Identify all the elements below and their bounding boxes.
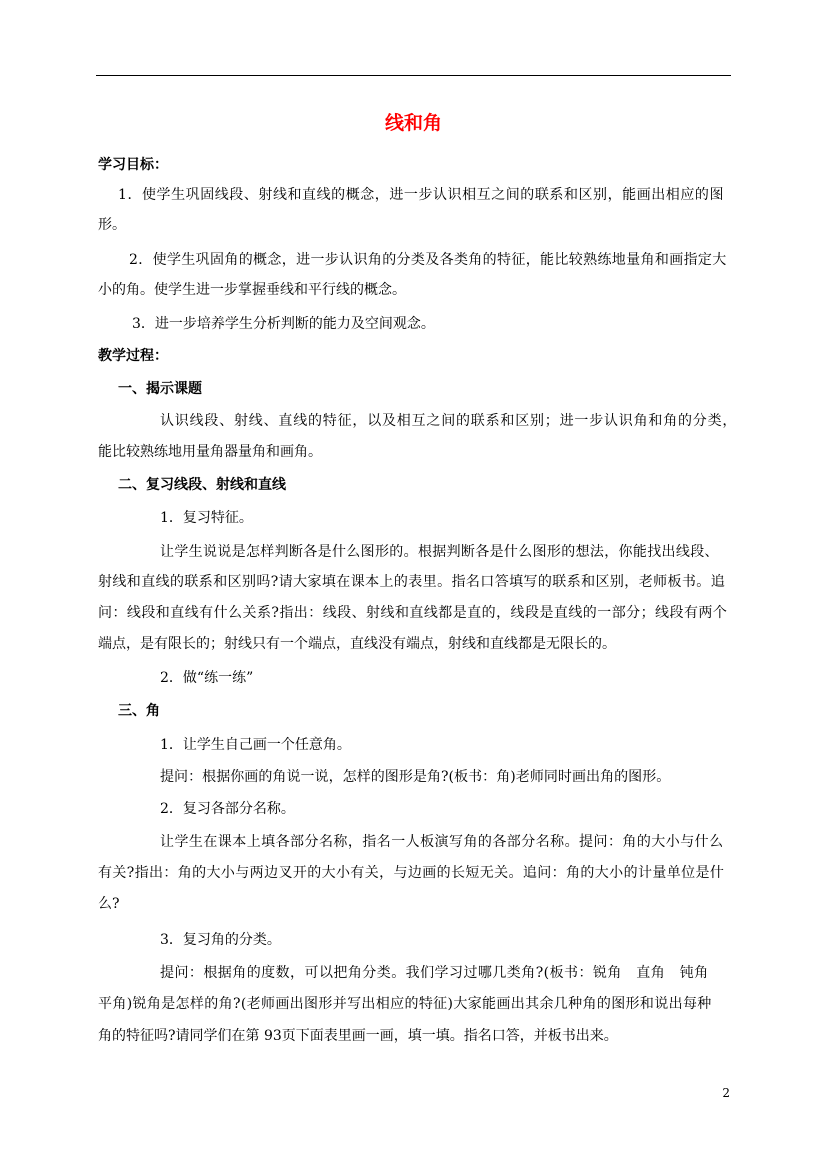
body-line: 认识线段、射线、直线的特征，以及相互之间的联系和区别；进一步认识角和角的分类， (160, 413, 738, 429)
page-title: 线和角 (384, 112, 442, 134)
page-number: 2 (722, 1086, 730, 1100)
body-line: 么? (98, 896, 120, 912)
body-line: 射线和直线的联系和区别吗?请大家填在课本上的表里。指名口答填写的联系和区别，老师板书。追 (98, 574, 726, 590)
body-line: 1．让学生自己画一个任意角。 (160, 737, 351, 753)
body-line: 让学生说说是怎样判断各是什么图形的。根据判断各是什么图形的想法，你能找出线段、 (160, 544, 719, 560)
body-line: 提问：根据角的度数，可以把角分类。我们学习过哪几类角?(板书：锐角 直角 钝角 (160, 965, 709, 981)
body-line: 1．使学生巩固线段、射线和直线的概念，进一步认识相互之间的联系和区别，能画出相应的图 (118, 187, 725, 203)
body-line: 2．复习各部分名称。 (160, 801, 295, 817)
body-line: 3．复习角的分类。 (160, 932, 281, 948)
body-line: 有关?指出：角的大小与两边叉开的大小有关，与边画的长短无关。追问：角的大小的计量单位是什 (98, 865, 725, 881)
body-line: 形。 (98, 217, 126, 233)
section-heading: 学习目标： (98, 157, 168, 173)
body-line: 能比较熟练地用量角器量角和画角。 (98, 444, 322, 460)
body-line: 小的角。使学生进一步掌握垂线和平行线的概念。 (98, 282, 406, 298)
header-rule (96, 75, 731, 76)
body-line: 问：线段和直线有什么关系?指出：线段、射线和直线都是直的，线段是直线的一部分；线段有两个 (98, 605, 728, 621)
section-heading: 教学过程： (98, 348, 168, 364)
body-line: 提问：根据你画的角说一说，怎样的图形是角?(板书：角)老师同时画出角的图形。 (160, 769, 671, 785)
body-line: 2．做“练一练” (160, 670, 254, 686)
body-line: 平角)锐角是怎样的角?(老师画出图形并写出相应的特征)大家能画出其余几种角的图形和说出每种 (98, 996, 712, 1012)
section-heading: 二、复习线段、射线和直线 (118, 477, 286, 493)
body-line: 2．使学生巩固角的概念，进一步认识角的分类及各类角的特征，能比较熟练地量角和画指定大 (129, 252, 727, 268)
section-heading: 一、揭示课题 (118, 381, 202, 397)
body-line: 让学生在课本上填各部分名称，指名一人板演写角的各部分名称。提问：角的大小与什么 (160, 834, 724, 850)
body-line: 3．进一步培养学生分析判断的能力及空间观念。 (132, 316, 435, 332)
body-line: 角的特征吗?请同学们在第 93页下面表里画一画，填一填。指名口答，并板书出来。 (98, 1028, 618, 1044)
body-line: 端点，是有限长的；射线只有一个端点，直线没有端点，射线和直线都是无限长的。 (98, 636, 616, 652)
body-line: 1．复习特征。 (160, 510, 253, 526)
section-heading: 三、角 (118, 703, 160, 719)
